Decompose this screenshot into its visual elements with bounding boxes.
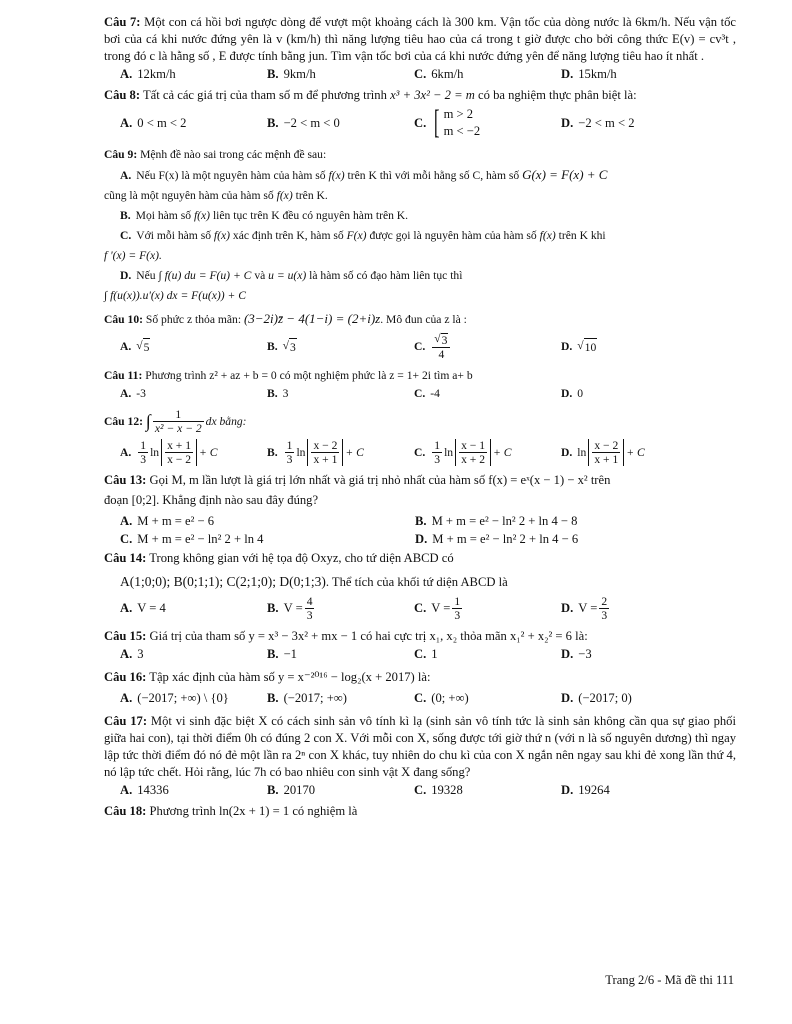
question-stem: Một con cá hồi bơi ngược dòng để vượt một khoảng cách là 300 km. Vận tốc của dòng nước là 6km/h. Nếu vận tốc bơi của cá khi nước đứng yên là v (km/h) thì năng lượng tiêu hao của cá trong t giờ được cho bởi công thức E(v) = cv³t , trong đó c là hằng số , E được tính bằng jun. Tìm vận tốc bơi của cá khi nước đứng yên để năng lượng tiêu hao ít nhất . [104, 15, 736, 63]
statement-a[interactable]: A. Nếu F(x) là một nguyên hàm của hàm số f(x) trên K thì với mỗi hằng số C, hàm số G(x) = F(x) + C [120, 167, 608, 182]
option-d[interactable]: D. −3 [561, 647, 592, 661]
bracket-system: [ m > 2 m < −2 [434, 104, 481, 141]
statement-d[interactable]: D. Nếu ∫ f(u) du = F(u) + C và u = u(x) là hàm số có đạo hàm liên tục thì [120, 269, 463, 282]
equation: x³ + 3x² − 2 = m [390, 88, 475, 102]
option-b[interactable]: B. 20170 [267, 783, 316, 797]
question-label: Câu 15: [104, 629, 147, 643]
option-d[interactable]: D. 0 [561, 387, 584, 400]
option-b[interactable]: B. (−2017; +∞) [267, 691, 347, 705]
option-c[interactable]: C. [ m > 2 m < −2 [414, 104, 481, 141]
option-c[interactable]: C. M + m = e² − ln² 2 + ln 4 [120, 532, 264, 546]
option-d[interactable]: D. 15km/h [561, 67, 617, 81]
question-10: Câu 10: Số phức z thỏa mãn: (3−2i)z̄ − 4(1−i) = (2+i)z. Mô đun của z là : A. √ 5 B. √ 3 C. √ 3 4 D. √ 10 [104, 310, 736, 361]
statement-c[interactable]: C. Với mỗi hàm số f(x) xác định trên K, hàm số F(x) được gọi là nguyên hàm của hàm số f(x) trên K khi [120, 229, 606, 242]
options [104, 595, 736, 622]
option-c[interactable]: C. 1 [414, 647, 438, 661]
option-a[interactable]: A. $\frac{1}{3}$ ln $\frac{x + 1}{x - 2}$ + C [120, 439, 218, 466]
options [104, 66, 736, 83]
question-8: Câu 8: Tất cả các giá trị của tham số m để phương trình x³ + 3x² − 2 = m có ba nghiệm thực phân biệt là: A. 0 < m < 2 B. −2 < m < 0 C. [ m > 2 m < −2 D. −2 < m < 2 [104, 87, 736, 140]
question-label: Câu 11: [104, 369, 143, 382]
question-label: Câu 7: [104, 15, 141, 29]
option-b[interactable]: B. M + m = e² − ln² 2 + ln 4 − 8 [415, 514, 578, 528]
question-17 [104, 713, 736, 799]
option-d[interactable]: D. (−2017; 0) [561, 691, 632, 705]
option-c[interactable]: C. -4 [414, 387, 440, 400]
question-7 [104, 14, 736, 83]
question-label: Câu 14: [104, 551, 147, 565]
question-18: Câu 18: Phương trình ln(2x + 1) = 1 có nghiệm là [104, 804, 358, 818]
option-a[interactable]: A. (−2017; +∞) \ {0} [120, 691, 229, 705]
option-b[interactable]: B. V = $\frac{4}{3}$ [267, 595, 313, 622]
question-16: Câu 16: Tập xác định của hàm số y = x⁻²⁰¹⁶ − log₂(x + 2017) là: A. (−2017; +∞) \ {0} B. (−2017; +∞) C. (0; +∞) D. (−2017; 0) [104, 669, 736, 707]
options [104, 531, 736, 548]
option-a[interactable]: A. 14336 [120, 783, 169, 797]
option-d[interactable]: D. −2 < m < 2 [561, 115, 635, 130]
question-9: Câu 9: Mệnh đề nào sai trong các mệnh đề sau: A. Nếu F(x) là một nguyên hàm của hàm số f(x) trên K thì với mỗi hằng số C, hàm số G(x) = F(x) + C cũng là một nguyên hàm của hàm số f(x) trên K. B. Mọi hàm số f(x) liên tục trên K đều có nguyên hàm trên K. C. Với mỗi hàm số f(x) xác định trên K, hàm số F(x) được gọi là nguyên hàm của hàm số f(x) trên K khi f '(x) = F(x). D. Nếu ∫ f(u) du = F(u) + C và u = u(x) là hàm số có đạo hàm liên tục thì ∫ f(u(x)).u'(x) dx = F(u(x)) + C [104, 146, 736, 304]
option-c[interactable]: C. V = $\frac{1}{3}$ [414, 595, 461, 622]
option-a[interactable]: A. √ 5 [120, 339, 150, 354]
option-a[interactable]: A. 12km/h [120, 67, 176, 81]
option-b[interactable]: B. 9km/h [267, 67, 316, 81]
options [104, 106, 736, 140]
options [104, 690, 736, 707]
page-footer: Trang 2/6 - Mã đề thi 111 [605, 973, 734, 987]
option-b[interactable]: B. √ 3 [267, 339, 296, 354]
option-d[interactable]: D. √ 10 [561, 339, 597, 354]
options [104, 646, 736, 663]
question-label: Câu 17: [104, 714, 148, 728]
question-label: Câu 9: [104, 148, 138, 161]
options [104, 782, 736, 799]
question-stem: Một vi sinh đặc biệt X có cách sinh sản vô tính kì lạ (sinh sản vô tính tức là sinh sản không cần qua sự giao phối giữa hai con), tại thời điểm 0h có đúng 2 con X. Với mỗi con X, sống được tới giờ thứ n (với n là số nguyên dương) thì ngay lập tức thời điểm đó nó đẻ một lần ra 2ⁿ con X khác, tuy nhiên do chu kì của con X ngắn nên ngay sau khi đẻ xong lần thứ 4, nó lập tức chết. Hỏi rằng, lúc 7h có bao nhiêu con sinh vật X đang sống? [104, 714, 736, 779]
question-label: Câu 8: [104, 88, 141, 102]
option-a[interactable]: A. M + m = e² − 6 [120, 514, 215, 528]
option-d[interactable]: D. M + m = e² − ln² 2 + ln 4 − 6 [415, 532, 579, 546]
option-c[interactable]: C. 6km/h [414, 67, 464, 81]
option-c[interactable]: C. √ 3 4 [414, 332, 561, 361]
option-b[interactable]: B. −2 < m < 0 [267, 115, 340, 130]
option-a[interactable]: A. V = 4 [120, 601, 166, 615]
option-a[interactable]: A. 3 [120, 647, 144, 661]
option-b[interactable]: B. 3 [267, 387, 289, 400]
statement-b[interactable]: B. Mọi hàm số f(x) liên tục trên K đều có nguyên hàm trên K. [120, 209, 409, 222]
option-d[interactable]: D. V = $\frac{2}{3}$ [561, 595, 608, 622]
option-c[interactable]: C. (0; +∞) [414, 691, 469, 705]
question-label: Câu 16: [104, 670, 147, 684]
question-11: Câu 11: Phương trình z² + az + b = 0 có một nghiệm phức là z = 1+ 2i tìm a+ b A. -3 B. 3 C. -4 D. 0 [104, 367, 736, 402]
option-b[interactable]: B. $\frac{1}{3}$ ln $\frac{x - 2}{x + 1}$ + C [267, 439, 364, 466]
question-label: Câu 13: [104, 473, 147, 487]
option-a[interactable]: A. 0 < m < 2 [120, 115, 187, 130]
options [104, 513, 736, 530]
option-c[interactable]: C. $\frac{1}{3}$ ln $\frac{x - 1}{x + 2}$ + C [414, 439, 512, 466]
question-13: Câu 13: Gọi M, m lần lượt là giá trị lớn nhất và giá trị nhỏ nhất của hàm số f(x) = eˣ(x − 1) − x² trên đoạn [0;2]. Khẳng định nào sau đây đúng? A. M + m = e² − 6 B. M + m = e² − ln² 2 + ln 4 − 8 C. M + m = e² − ln² 2 + ln 4 D. M + m = e² − ln² 2 + ln 4 − 6 [104, 472, 736, 548]
question-label: Câu 12: [104, 415, 143, 428]
question-label: Câu 18: [104, 804, 147, 818]
option-b[interactable]: B. −1 [267, 647, 297, 661]
option-c[interactable]: C. 19328 [414, 783, 463, 797]
option-d[interactable]: D. ln $\frac{x - 2}{x + 1}$ + C [561, 439, 645, 466]
question-15: Câu 15: Giá trị của tham số y = x³ − 3x² + mx − 1 có hai cực trị x₁, x₂ thỏa mãn x₁² + x₂² = 6 là: A. 3 B. −1 C. 1 D. −3 [104, 628, 736, 663]
options [104, 385, 736, 402]
options [104, 439, 736, 466]
option-a[interactable]: A. -3 [120, 387, 146, 400]
question-label: Câu 10: [104, 313, 143, 326]
exam-page [104, 14, 736, 820]
question-12: Câu 12: ∫ $\frac{1}{\text{x² − x − 2}}$ dx bằng: A. $\frac{1}{3}$ ln $\frac{x + 1}{x - 2}$ + C B. $\frac{1}{3}$ ln $\frac{x - 2}{x + 1}$ + C C. $\frac{1}{3}$ ln $\frac{x - 1}{x + 2}$ + C D. ln $\frac{x - 2}{x + 1}$ + C [104, 408, 736, 466]
options [104, 332, 736, 361]
question-14: Câu 14: Trong không gian với hệ tọa độ Oxyz, cho tứ diện ABCD có A(1;0;0); B(0;1;1); C(2;1;0); D(0;1;3). Thể tích của khối tứ diện ABCD là A. V = 4 B. V = $\frac{4}{3}$ C. V = $\frac{1}{3}$ D. V = $\frac{2}{3}$ [104, 550, 736, 622]
option-d[interactable]: D. 19264 [561, 783, 610, 797]
